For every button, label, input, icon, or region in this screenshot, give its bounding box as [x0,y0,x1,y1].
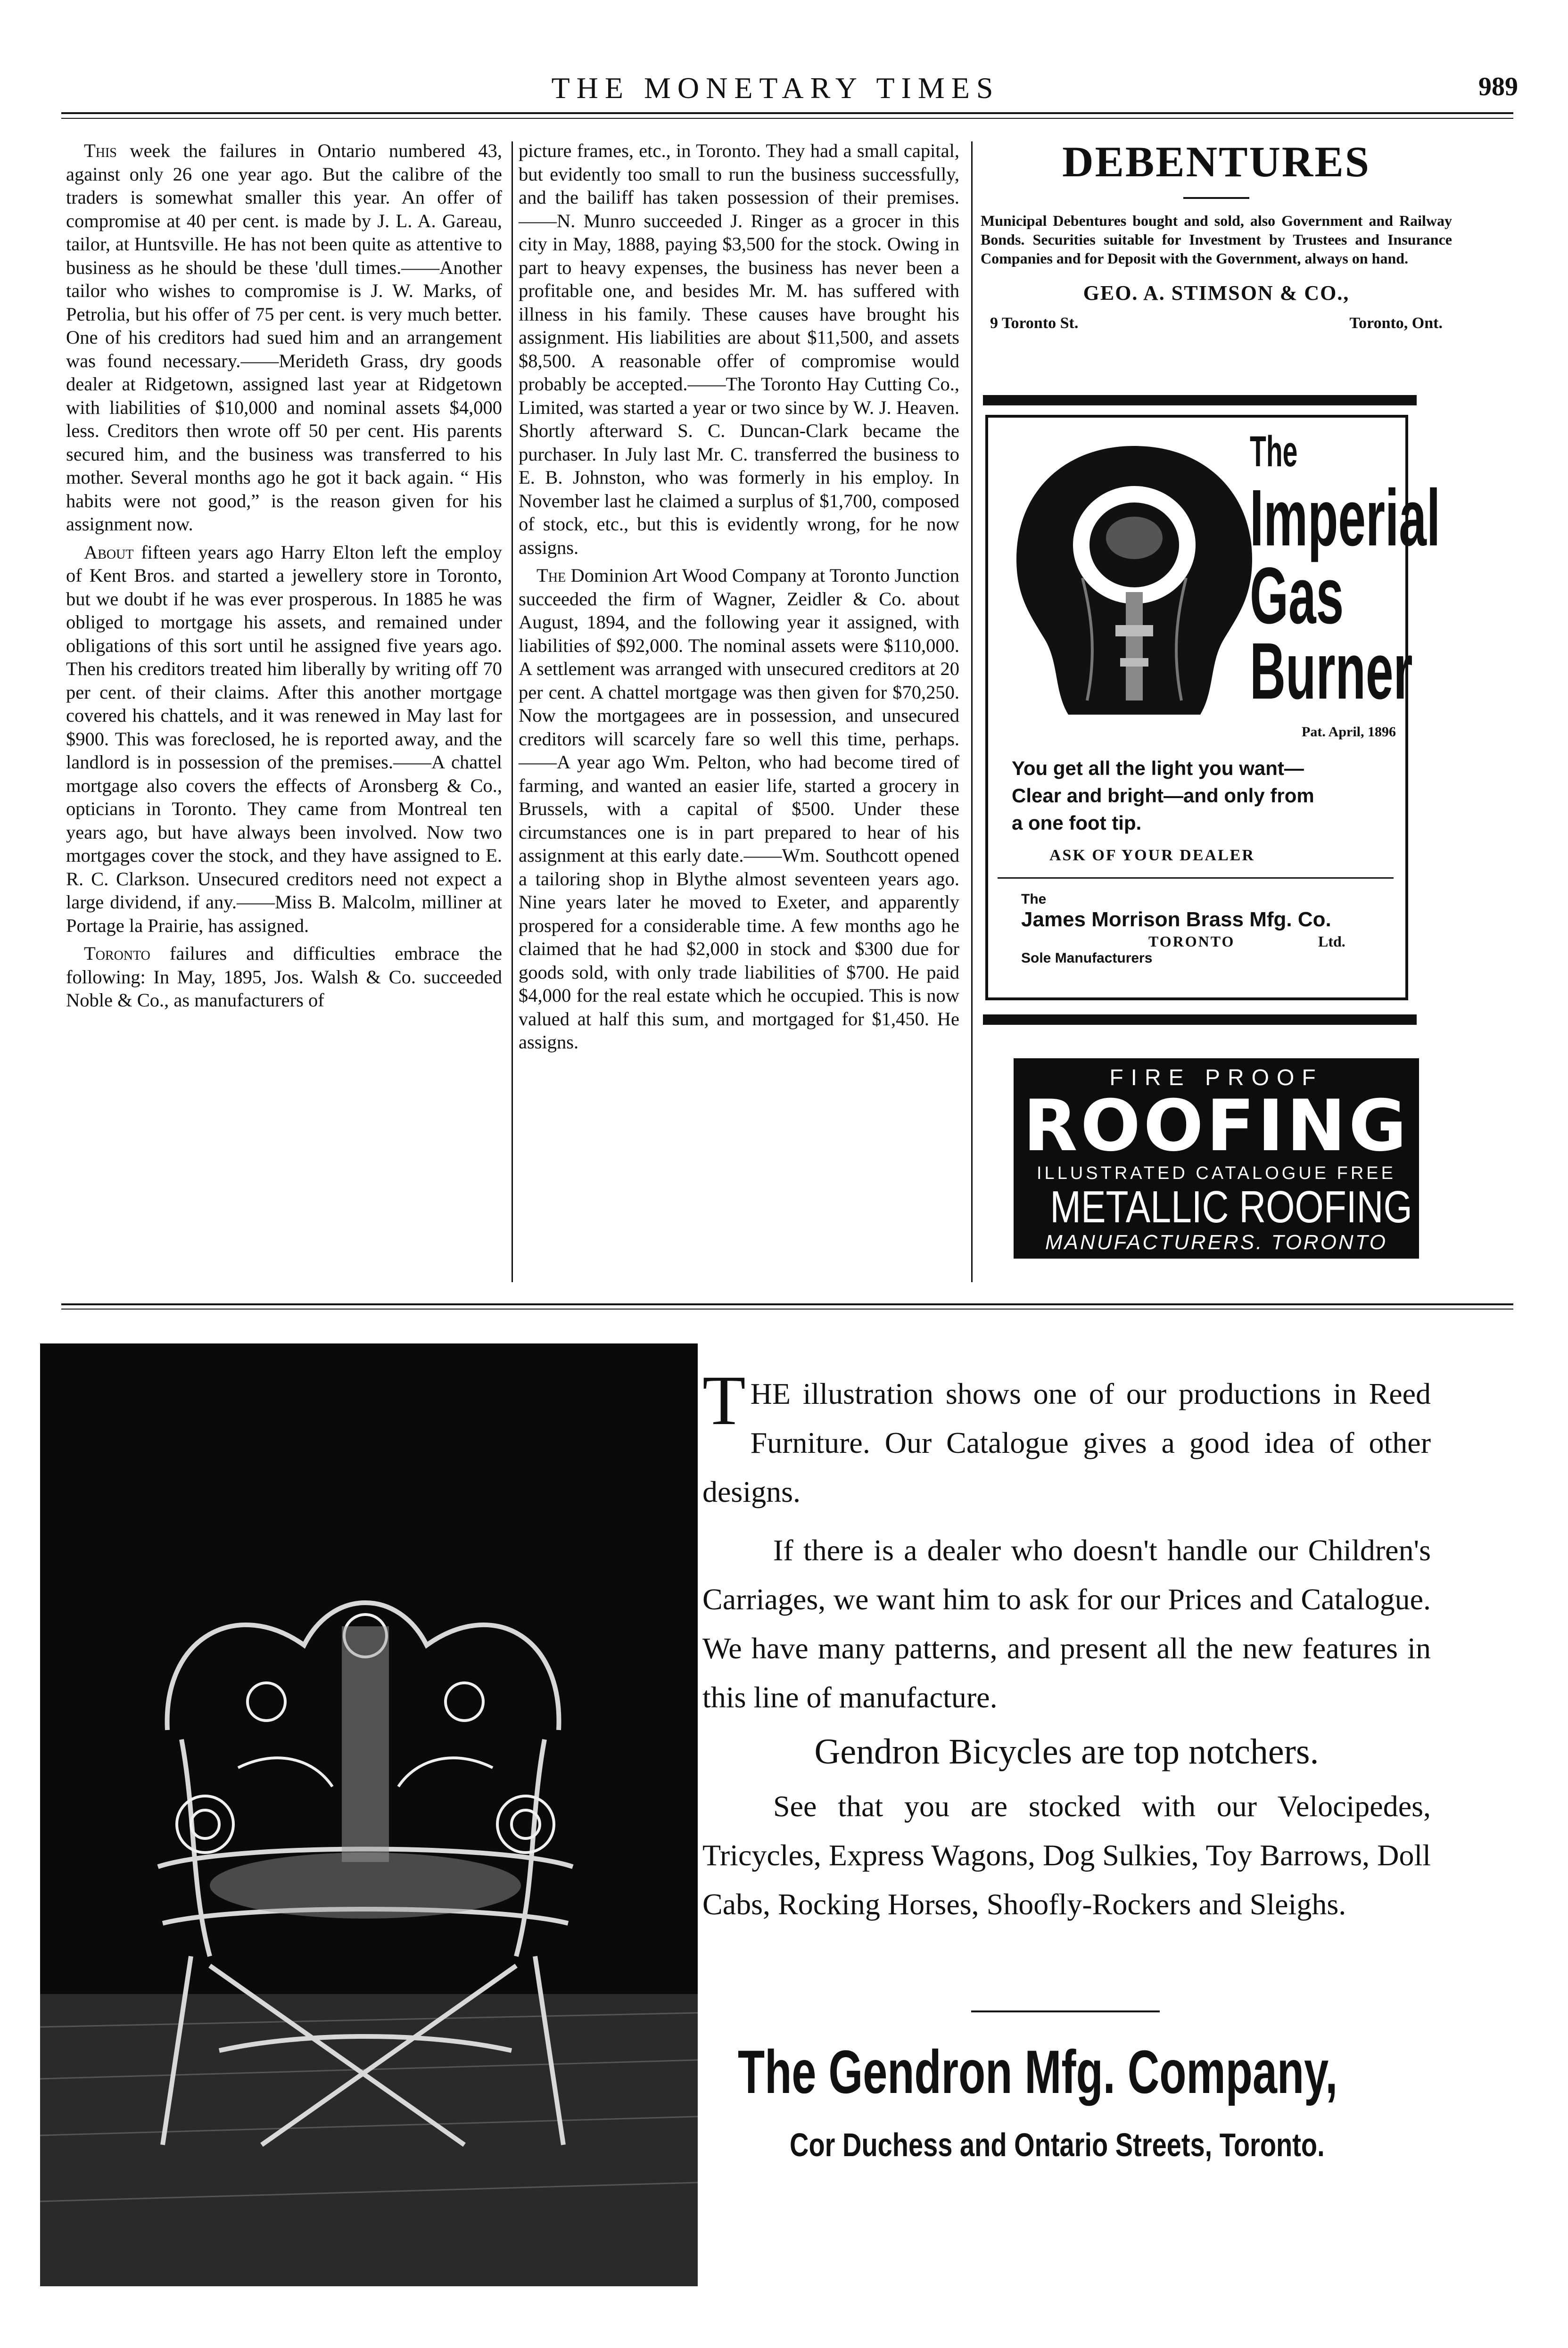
paragraph-text: week the failures in Ontario numbered 43, against only 26 one year ago. But the calibre of the traders is somewhat smaller this year. An offer of compromise at 40 per cent. is made by J. L. A. Gareau, tailor, at Huntsville. He has not been quite as attentive to business as he should be these 'dull times.——Another tailor who wishes to compromise is J. W. Marks, of Petrolia, but his offer of 75 per cent. is very much better. One of his creditors had sued him and an arrangement was found necessary.——Merideth Grass, dry goods dealer at Ridgetown, assigned last year at Ridgetown with liabilities of $10,000 and nominal assets $4,000 less. Creditors then wrote off 50 per cent. His parents secured him, and the business was transferred to his mother. Several months ago he got it back again. “ His habits were not good,” is the reason given for his assignment now. [66,140,502,535]
header-rule [61,112,1513,114]
roofing-line4: METALLIC ROOFING Co [1050,1182,1470,1232]
paragraph-lead: About [84,541,134,563]
paragraph-text: HE illustration shows one of our productions in Reed Furniture. Our Catalogue gives a good idea of other designs. [702,1377,1431,1508]
paragraph-lead: The [536,565,566,586]
burner-body [1012,755,1389,837]
gendron-text [702,1361,1431,1722]
ad-border-bottom [983,1014,1417,1025]
masthead: THE MONETARY TIMES [551,71,1000,105]
section-rule-thin [61,1309,1513,1310]
paragraph [519,139,959,559]
gendron-text [702,1782,1431,1929]
address-street: 9 Toronto St. [990,314,1079,332]
address-city: Toronto, Ont. [1349,314,1443,332]
gendron-headline: Gendron Bicycles are top notchers. [814,1732,1319,1771]
burner-maker-the: The [1021,891,1047,907]
paragraph [66,541,502,938]
column-divider [512,141,513,1282]
debentures-company: GEO. A. STIMSON & CO., [1083,281,1350,305]
paragraph [519,564,959,1054]
debentures-body: Municipal Debentures bought and sold, also Government and Railway Bonds. Securities suitable for Investment by Trustees and Insurance Companies and for Deposit with the Government, always on hand. [981,212,1452,267]
burner-title-imperial: Imperial [1250,473,1441,563]
burner-body-line: You get all the light you want— [1012,757,1304,779]
burner-title-the: The [1250,428,1298,476]
page-number: 989 [1478,72,1518,101]
burner-cta: ASK OF YOUR DEALER [1049,847,1255,864]
paragraph [702,1361,1431,1516]
dropcap: T [702,1361,746,1440]
header-rule-thin [61,118,1513,119]
roofing-line5: MANUFACTURERS. TORONTO [1045,1231,1388,1254]
paragraph [66,139,502,536]
section-rule [61,1303,1513,1305]
burner-maker-name: James Morrison Brass Mfg. Co. [1021,908,1331,931]
paragraph-text: failures and difficulties embrace the following: In May, 1895, Jos. Walsh & Co. succeeded Noble & Co., as manufacturers of [66,943,502,1011]
roofing-line2: ROOFING [1023,1085,1410,1167]
burner-maker-city: TORONTO [1148,933,1235,950]
gendron-address: Cor Duchess and Ontario Streets, Toronto. [790,2126,1325,2163]
gendron-company: The Gendron Mfg. Company, [738,2037,1338,2106]
burner-maker-role: Sole Manufacturers [1021,950,1153,966]
column-1 [66,139,502,1017]
paragraph-text: If there is a dealer who doesn't handle our Children's Carriages, we want him to ask for our Prices and Catalogue. We have many patterns, and present all the new features in this line of manufacture. [702,1533,1431,1714]
paragraph [702,1782,1431,1929]
column-2 [519,139,959,1059]
page-header [61,71,1518,113]
burner-body-line: Clear and bright—and only from [1012,784,1314,807]
column-divider [971,141,973,1282]
paragraph-text: Dominion Art Wood Company at Toronto Junction succeeded the firm of Wagner, Zeidler & Co. about August, 1894, and the following year it assigned, with liabilities of $92,000. The nominal assets were $110,000. A settlement was arranged with unsecured creditors at 20 per cent. A chattel mortgage was then given for $70,250. Now the mortgagees are in possession, and unsecured creditors will scarcely fare so well this time, perhaps.——A year ago Wm. Pelton, who had become tired of farming, and wanted an easier life, started a grocery in Brussels, with a capital of $500. Under these circumstances one is in part prepared to hear of his assignment at this early date.——Wm. Southcott opened a tailoring shop in Blythe almost seventeen years ago. Nine years later he moved to Exeter, and apparently prospered for a considerable time. A few months ago he claimed that he had $2,000 in stock and $300 due for goods sold, with only trade liabilities of $700. He paid $4,000 for the real estate which he occupied. This is now valued at half this sum, and mortgaged for $1,450. He assigns. [519,565,959,1053]
debentures-address [981,314,1452,332]
burner-patent: Pat. April, 1896 [1302,724,1396,740]
divider [971,2010,1160,2012]
paragraph [66,942,502,1012]
debentures-title: DEBENTURES [1062,138,1370,186]
paragraph-text: See that you are stocked with our Velocipedes, Tricycles, Express Wagons, Dog Sulkies, Toy Barrows, Doll Cabs, Rocking Horses, Shoofly-Rockers and Sleighs. [702,1789,1431,1921]
burner-title-gas: Gas [1250,551,1344,641]
paragraph-lead: This [84,140,117,161]
paragraph [702,1526,1431,1722]
ad-border-top [983,395,1417,405]
reed-chair-illustration [40,1343,698,2286]
gas-burner-illustration [1002,437,1266,724]
roofing-line3: ILLUSTRATED CATALOGUE FREE [1037,1163,1396,1183]
gas-burner-ad [985,415,1441,1000]
burner-body-line: a one foot tip. [1012,812,1142,834]
paragraph-lead: Toronto [84,943,150,964]
divider [1183,197,1249,199]
burner-title-burner: Burner [1250,626,1413,716]
roofing-ad [1014,1058,1470,1259]
paragraph-text: picture frames, etc., in Toronto. They had a small capital, but evidently too small to run the business successfully, and the bailiff has taken possession of their premises.——N. Munro succeeded J. Ringer as a grocer in this city in May, 1888, paying $3,500 for the stock. Owing in part to heavy expenses, the business has never been a profitable one, and besides Mr. M. has suffered with illness in his family. These causes have brought his assignment. His liabilities are about $11,500, and assets $8,500. A reasonable offer of compromise would probably be accepted.——The Toronto Hay Cutting Co., Limited, was started a year or two since by W. J. Heaven. Shortly afterward S. C. Duncan-Clark became the purchaser. In July last Mr. C. transferred the business to E. B. Johnston, who was formerly in his employ. In November last he claimed a surplus of $1,700, composed of stock, etc., but this is evidently wrong, for he now assigns. [519,140,959,558]
debentures-ad [981,137,1452,363]
gendron-ad [702,1361,1431,1938]
reed-chair-photo [40,1343,698,2286]
burner-maker-ltd: Ltd. [1318,933,1345,950]
paragraph-text: fifteen years ago Harry Elton left the employ of Kent Bros. and started a jewellery store in Toronto, but we doubt if he was ever prosperous. In 1885 he was obliged to mortgage his assets, and remained under obligations of this sort until he assigned five years ago. Then his creditors treated him liberally by writing off 70 per cent. of their claims. After this another mortgage covered his chattels, and it was renewed in May last for $900. This was foreclosed, he is reported away, and the landlord is in possession of the premises.——A chattel mortgage also covers the effects of Aronsberg & Co., opticians in Toronto. They came from Montreal ten years ago, but have always been involved. Now two mortgages cover the stock, and they have assigned to E. R. C. Clarkson. Unsecured creditors need not expect a large dividend, if any.——Miss B. Malcolm, milliner at Portage la Prairie, has assigned. [66,541,502,936]
divider [998,877,1394,879]
roofing-line1: FIRE PROOF [1109,1065,1323,1090]
